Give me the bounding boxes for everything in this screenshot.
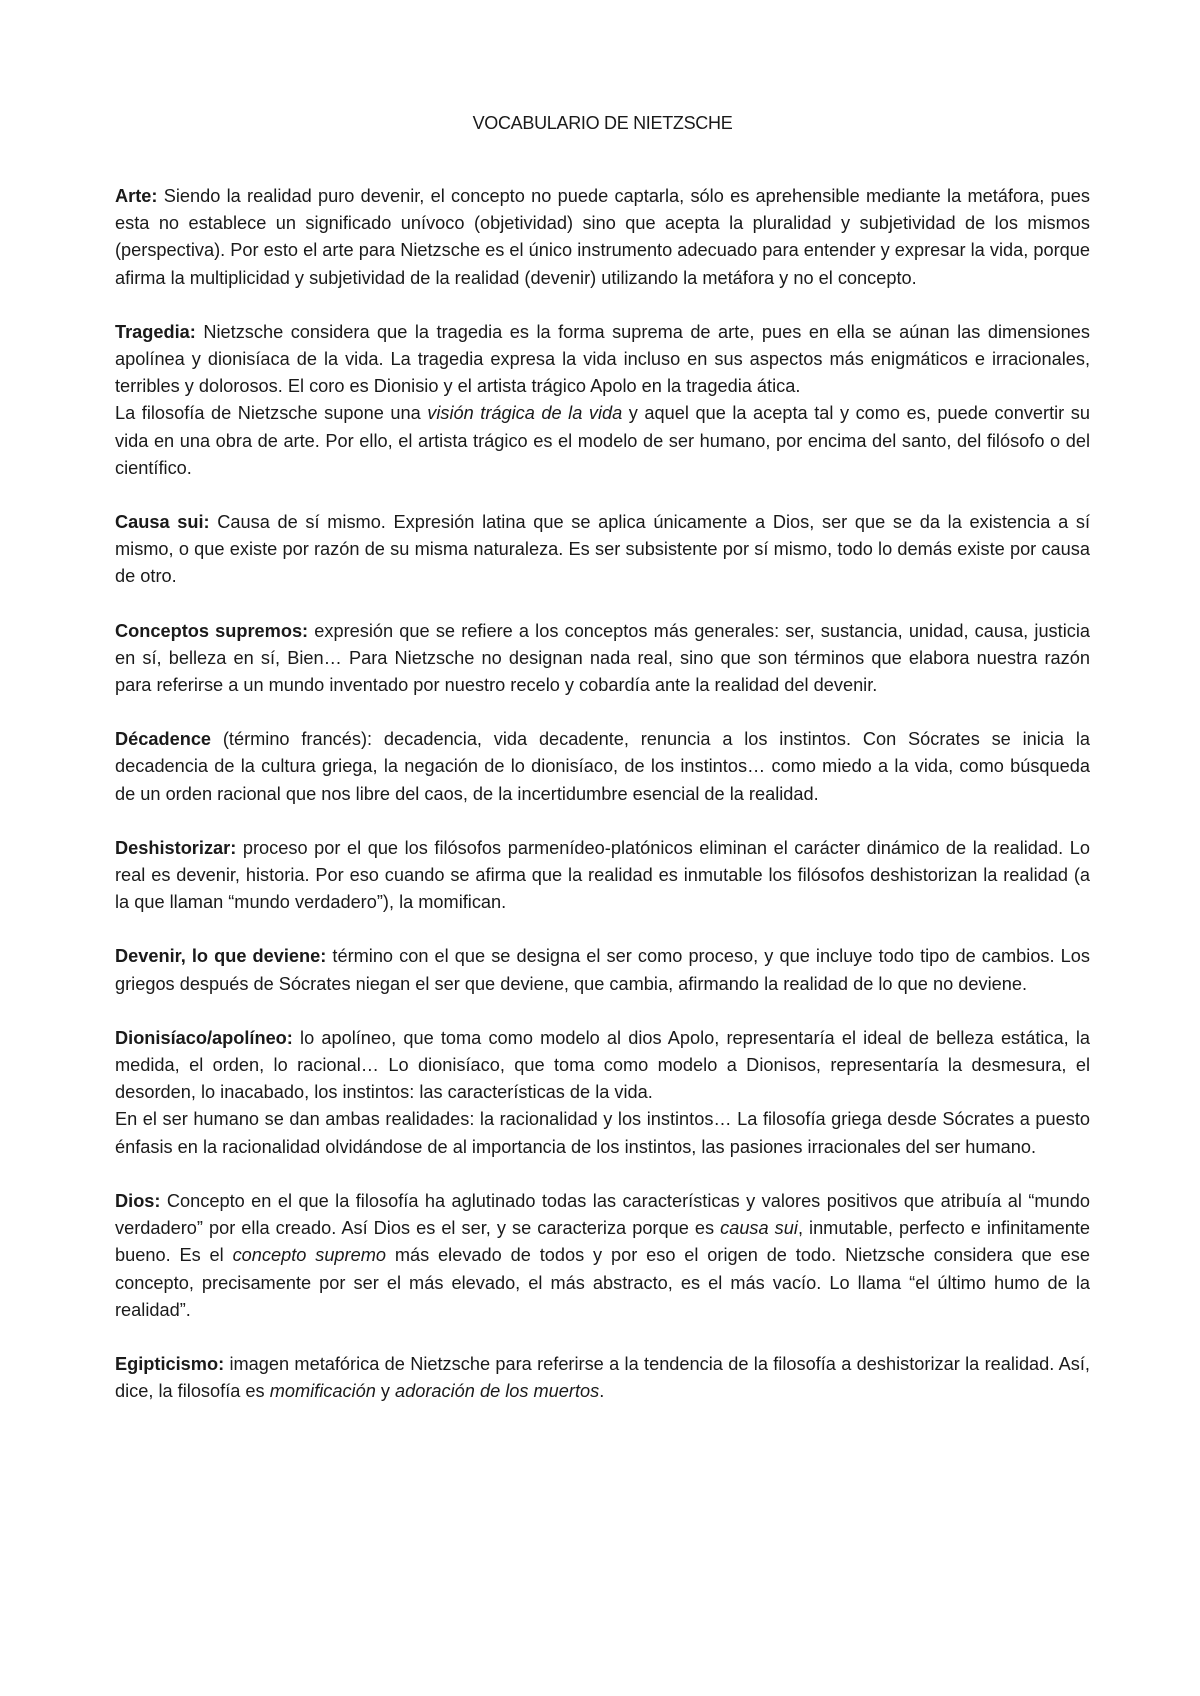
glossary-entry	[115, 618, 1090, 700]
vocabulary-list	[115, 183, 1090, 1405]
entry-text: Nietzsche considera que la tragedia es la forma suprema de arte, pues en ella se aúnan las dimensiones apolínea y dionisíaca de la vida. La tragedia expresa la vida incluso en sus aspectos más enigmáticos e irracionales, terribles y dolorosos. El coro es Dionisio y el artista trágico Apolo en la tragedia ática.	[115, 321, 1090, 397]
entry-paragraph	[115, 509, 1090, 591]
entry-text: La filosofía de Nietzsche supone una	[115, 403, 428, 424]
entry-text: .	[599, 1381, 605, 1402]
entry-text: expresión que se refiere a los conceptos más generales: ser, sustancia, unidad, causa, justicia en sí, belleza en sí, Bien… Para Nietzsche no designan nada real, sino que son términos que elabora nuestra razón para referirse a un mundo inventado por nuestro recelo y cobardía ante la realidad del devenir.	[115, 620, 1090, 696]
entry-term: Egipticismo:	[115, 1353, 225, 1374]
italic-text: causa sui	[720, 1218, 798, 1239]
entry-text: más elevado de todos y por eso el origen de todo. Nietzsche considera que ese concepto, precisamente por ser el más elevado, el más abstracto, es el más vacío. Lo llama “el último humo de la realidad”.	[115, 1245, 1090, 1320]
glossary-entry	[115, 319, 1090, 482]
entry-text: lo apolíneo, que toma como modelo al dios Apolo, representaría el ideal de belleza estática, la medida, el orden, lo racional… Lo dionisíaco, que toma como modelo a Dionisos, representaría la desmesura, el desorden, lo inacabado, los instintos: las características de la vida.	[115, 1027, 1090, 1103]
entry-term: Arte:	[115, 186, 158, 206]
entry-term: Dionisíaco/apolíneo:	[115, 1027, 293, 1048]
entry-term: Dios:	[115, 1190, 161, 1211]
entry-term: Décadence	[115, 729, 212, 750]
entry-text: imagen metafórica de Nietzsche para referirse a la tendencia de la filosofía a deshistorizar la realidad. Así, dice, la filosofía es	[115, 1353, 1090, 1402]
entry-text: y aquel que la acepta tal y como es, puede convertir su vida en una obra de arte. Por ello, el artista trágico es el modelo de ser humano, por encima del santo, del filósofo o del científico.	[115, 403, 1090, 478]
entry-paragraph	[115, 183, 1090, 292]
entry-paragraph	[115, 319, 1090, 401]
glossary-entry	[115, 835, 1090, 917]
italic-text: adoración de los muertos	[395, 1381, 600, 1402]
entry-text: y	[375, 1381, 396, 1402]
glossary-entry	[115, 1188, 1090, 1324]
entry-text: Concepto en el que la filosofía ha aglutinado todas las características y valores positivos que atribuía al “mundo verdadero” por ella creado. Así Dios es el ser, y se caracteriza porque es	[115, 1190, 1090, 1239]
entry-term: Conceptos supremos:	[115, 620, 309, 641]
glossary-entry	[115, 726, 1090, 808]
entry-paragraph	[115, 1025, 1090, 1107]
glossary-entry	[115, 943, 1090, 997]
entry-text: (término francés): decadencia, vida decadente, renuncia a los instintos. Con Sócrates se inicia la decadencia de la cultura griega, la negación de lo dionisíaco, de los instintos… como miedo a la vida, como búsqueda de un orden racional que nos libre del caos, de la incertidumbre esencial de la realidad.	[115, 729, 1090, 804]
entry-text: , inmutable, perfecto e infinitamente bueno. Es el	[115, 1218, 1090, 1266]
italic-text: concepto supremo	[232, 1245, 386, 1266]
entry-term: Deshistorizar:	[115, 837, 237, 858]
entry-term: Tragedia:	[115, 321, 196, 342]
entry-paragraph	[115, 618, 1090, 700]
entry-text: proceso por el que los filósofos parmenídeo-platónicos eliminan el carácter dinámico de la realidad. Lo real es devenir, historia. Por eso cuando se afirma que la realidad es inmutable los filósofos deshistorizan la realidad (a la que llaman “mundo verdadero”), la momifican.	[115, 837, 1090, 913]
entry-text: Siendo la realidad puro devenir, el concepto no puede captarla, sólo es aprehensible mediante la metáfora, pues esta no establece un significado unívoco (objetividad) sino que acepta la pluralidad y subjetividad de los mismos (perspectiva). Por esto el arte para Nietzsche es el único instrumento adecuado para entender y expresar la vida, porque afirma la multiplicidad y subjetividad de la realidad (devenir) utilizando la metáfora y no el concepto.	[115, 186, 1090, 288]
glossary-entry	[115, 1351, 1090, 1405]
document-page	[115, 110, 1090, 1432]
entry-term: Causa sui:	[115, 512, 210, 533]
entry-paragraph	[115, 943, 1090, 997]
italic-text: momificación	[269, 1381, 376, 1402]
italic-text: visión trágica de la vida	[427, 403, 623, 424]
entry-text: término con el que se designa el ser como proceso, y que incluye todo tipo de cambios. Los griegos después de Sócrates niegan el ser que deviene, que cambia, afirmando la realidad de lo que no deviene.	[115, 946, 1090, 994]
glossary-entry	[115, 509, 1090, 591]
entry-text: Causa de sí mismo. Expresión latina que se aplica únicamente a Dios, ser que se da la existencia a sí mismo, o que existe por razón de su misma naturaleza. Es ser subsistente por sí mismo, todo lo demás existe por causa de otro.	[115, 512, 1091, 587]
glossary-entry	[115, 1025, 1090, 1161]
glossary-entry	[115, 183, 1090, 292]
entry-paragraph	[115, 726, 1090, 808]
entry-paragraph	[115, 400, 1090, 482]
entry-paragraph	[115, 1351, 1090, 1405]
entry-paragraph	[115, 835, 1090, 917]
entry-paragraph	[115, 1188, 1090, 1324]
entry-term: Devenir, lo que deviene:	[115, 946, 327, 967]
document-title: VOCABULARIO DE NIETZSCHE	[472, 113, 733, 133]
entry-text: En el ser humano se dan ambas realidades: la racionalidad y los instintos… La filosofía griega desde Sócrates a puesto énfasis en la racionalidad olvidándose de al importancia de los instintos, las pasiones irracionales del ser humano.	[115, 1109, 1090, 1157]
entry-paragraph	[115, 1106, 1090, 1160]
